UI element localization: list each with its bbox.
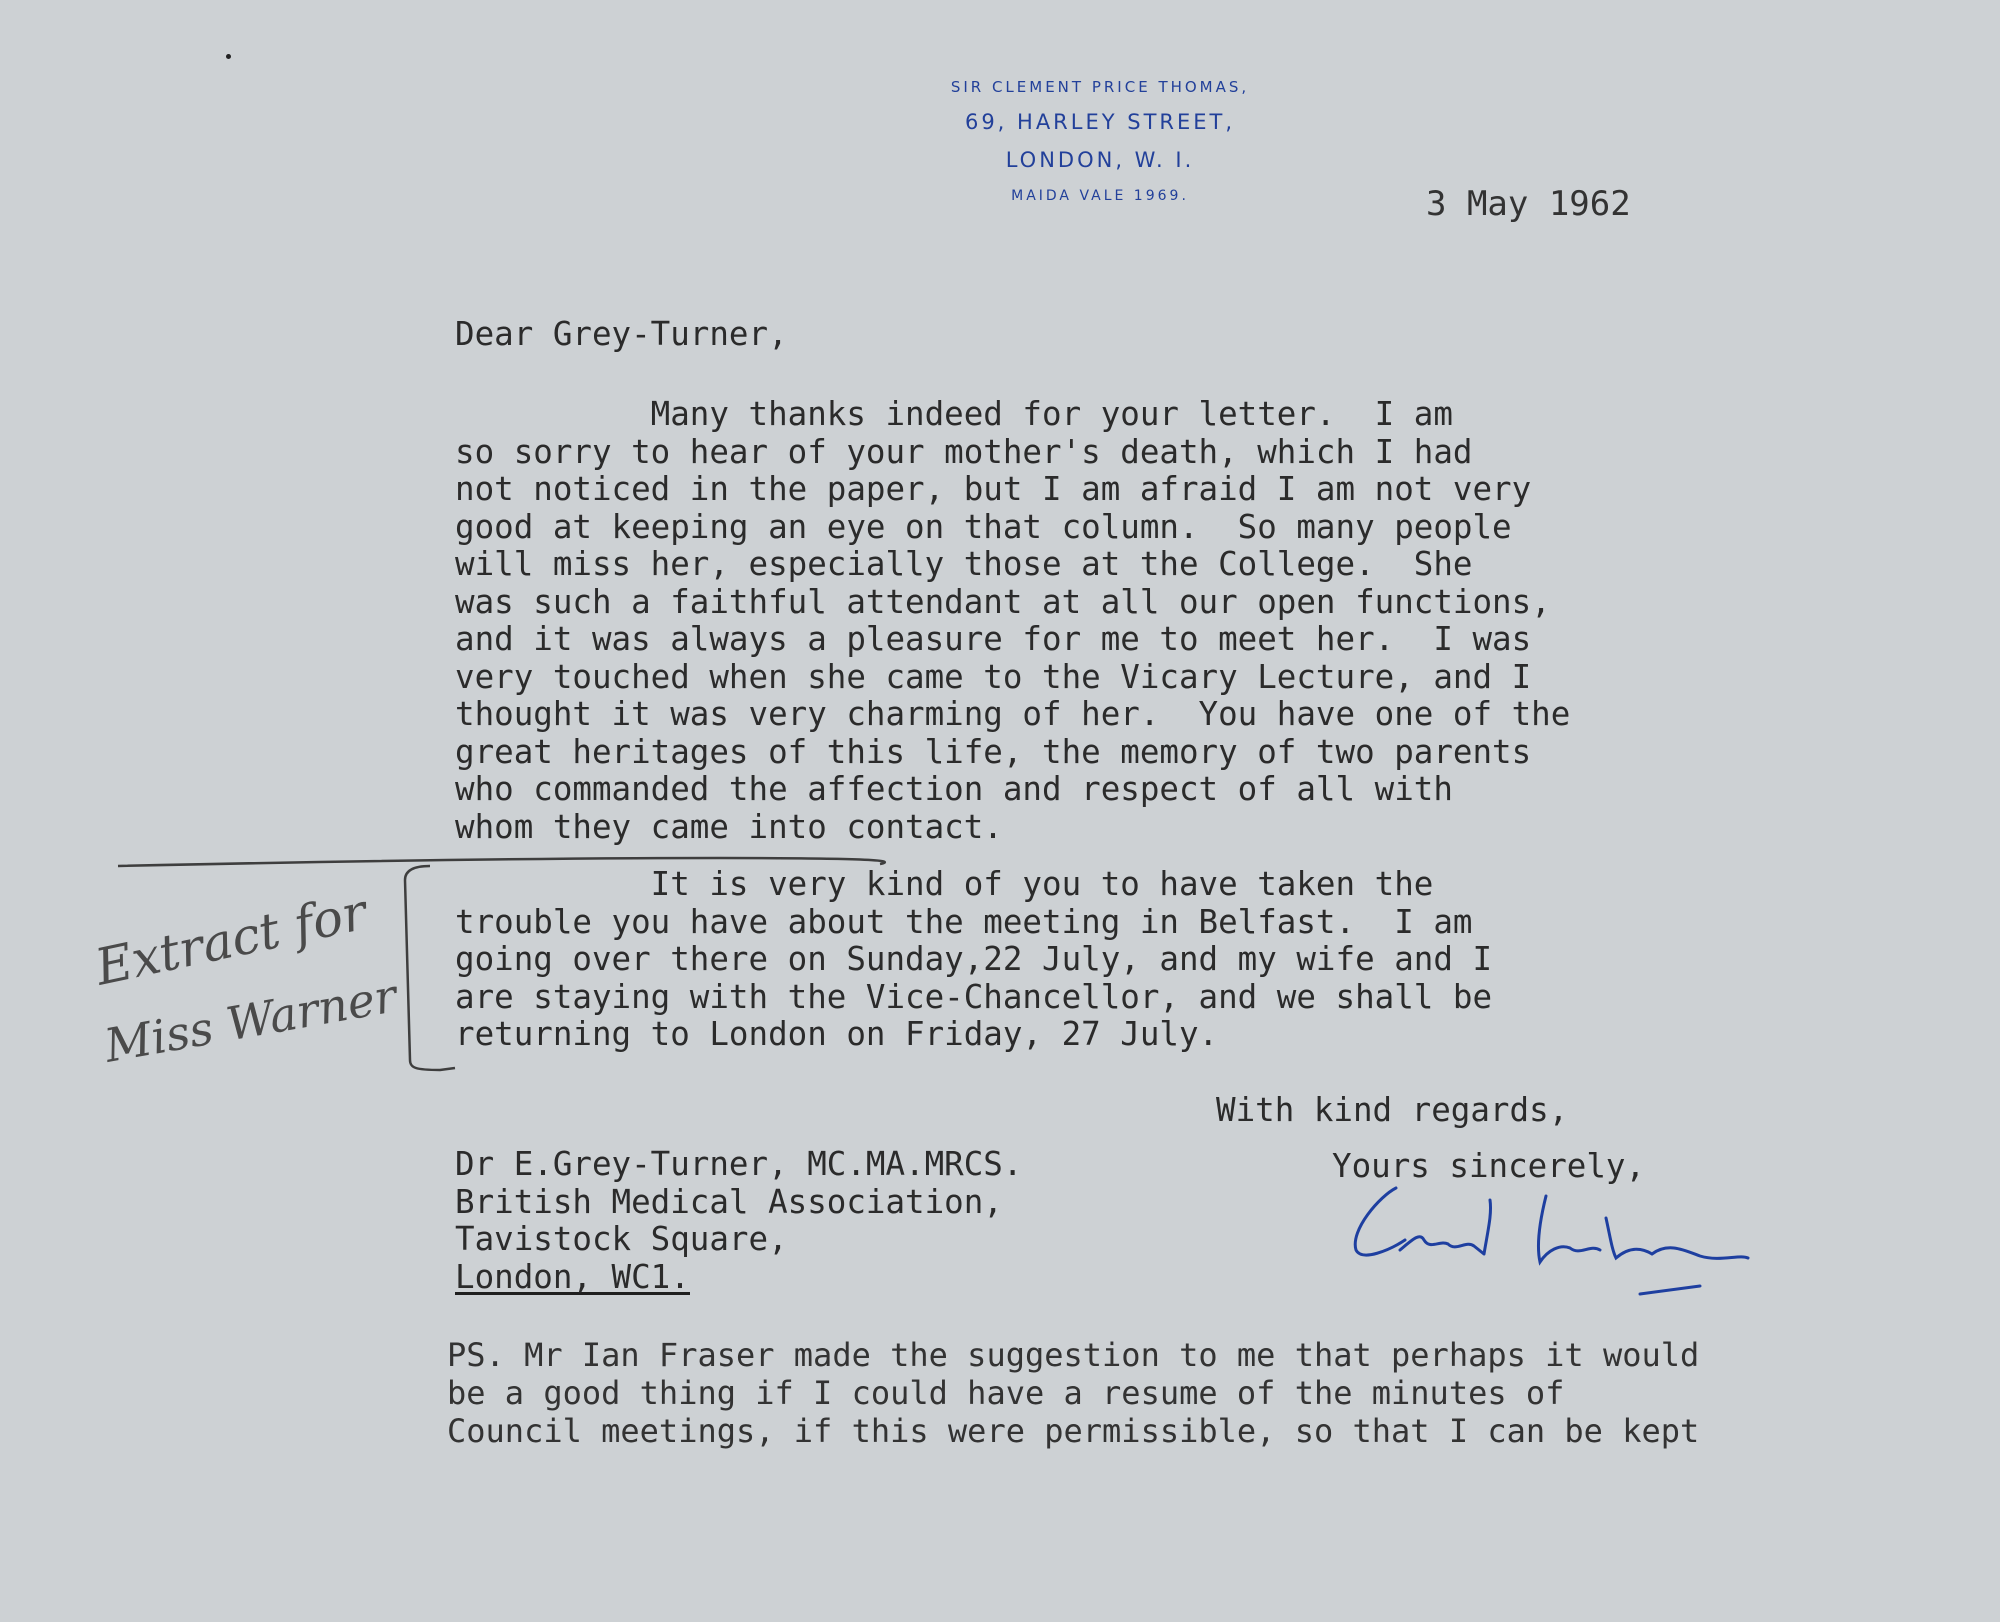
body-paragraph-1 <box>455 396 1570 846</box>
ink-speck <box>226 54 231 59</box>
letterhead-city: LONDON, W. I. <box>1005 148 1195 172</box>
signature-name: Clement Price Thomas <box>1360 1250 1372 1251</box>
text-line: who commanded the affection and respect of all with <box>455 770 1453 808</box>
letterhead-name: SIR CLEMENT PRICE THOMAS, <box>950 78 1250 96</box>
text-line: Many thanks indeed for your letter. I am <box>455 395 1453 433</box>
text-line: so sorry to hear of your mother's death, which I had <box>455 432 1473 471</box>
text-line: not noticed in the paper, but I am afraid I am not very <box>455 470 1532 508</box>
text-line: was such a faithful attendant at all our open functions, <box>455 582 1551 621</box>
text-line: trouble you have about the meeting in Belfast. I am <box>455 902 1473 941</box>
letterhead <box>900 78 1300 204</box>
text-line: PS. Mr Ian Fraser made the suggestion to me that perhaps it would <box>447 1336 1700 1374</box>
annotation-line-2: Miss Warner <box>100 968 401 1073</box>
address-line: London, WC1. <box>455 1257 690 1296</box>
address-line: British Medical Association, <box>455 1182 1003 1221</box>
letterhead-street: 69, HARLEY STREET, <box>964 110 1236 134</box>
text-line: will miss her, especially those at the College. She <box>455 545 1473 583</box>
closing: With kind regards, <box>1216 1091 1569 1129</box>
postscript <box>447 1336 1699 1450</box>
signature <box>1355 1188 1748 1294</box>
text-line: are staying with the Vice-Chancellor, and we shall be <box>455 977 1493 1016</box>
address-line: Tavistock Square, <box>455 1220 788 1258</box>
text-line: whom they came into contact. <box>455 807 1003 846</box>
text-line: thought it was very charming of her. You have one of the <box>455 695 1571 733</box>
text-line: It is very kind of you to have taken the <box>455 865 1434 903</box>
letter-date: 3 May 1962 <box>1426 184 1631 224</box>
text-line: Council meetings, if this were permissible, so that I can be kept <box>447 1412 1700 1450</box>
text-line: be a good thing if I could have a resume of the minutes of <box>447 1374 1565 1412</box>
letterhead-phone: MAIDA VALE 1969. <box>1011 188 1189 204</box>
address-line: Dr E.Grey-Turner, MC.MA.MRCS. <box>455 1145 1023 1183</box>
recipient-address <box>455 1146 1022 1296</box>
text-line: returning to London on Friday, 27 July. <box>455 1015 1219 1053</box>
text-line: very touched when she came to the Vicary Lecture, and I <box>455 657 1532 696</box>
text-line: great heritages of this life, the memory of two parents <box>455 732 1532 771</box>
text-line: and it was always a pleasure for me to meet her. I was <box>455 620 1532 658</box>
text-line: good at keeping an eye on that column. So many people <box>455 507 1512 546</box>
text-line: going over there on Sunday,22 July, and my wife and I <box>455 940 1493 978</box>
pencil-bracket <box>405 866 455 1070</box>
salutation: Dear Grey-Turner, <box>455 315 788 353</box>
sign-off: Yours sincerely, <box>1332 1147 1646 1185</box>
body-paragraph-2 <box>455 866 1492 1054</box>
annotation-line-1: Extract for <box>90 882 372 997</box>
